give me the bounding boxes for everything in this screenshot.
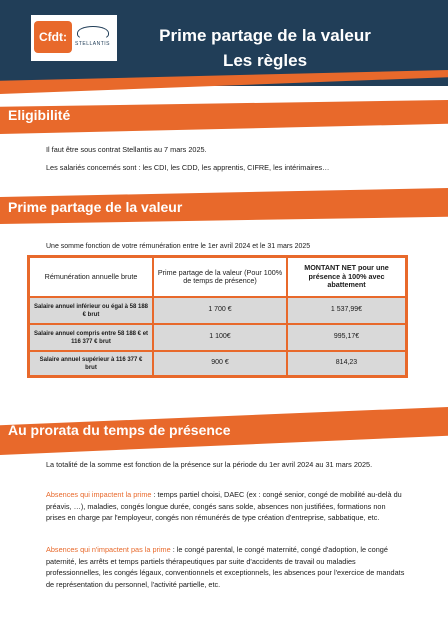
section-title: Au prorata du temps de présence (8, 422, 231, 438)
eligibility-employees-text: Les salariés concernés sont : les CDI, les CDD, les apprentis, CIFRE, les intérimaires… (46, 163, 330, 172)
prime-table (27, 255, 408, 378)
page-subtitle: Les règles (222, 51, 308, 70)
section-title: Prime partage de la valeur (8, 199, 183, 215)
table-row-label: Salaire annuel inférieur ou égal à 58 188 € brut (29, 297, 153, 324)
table-header-remuneration: Rémunération annuelle brute (29, 257, 153, 297)
page-title: Prime partage de la valeur (159, 26, 371, 45)
table-cell-net: 814,23 (287, 351, 406, 376)
absences-not-impacting-text (46, 544, 406, 590)
section-header-prorata (0, 407, 448, 455)
absences-not-impacting-list: : le congé parental, le congé maternité, congé d'adoption, le congé paternité, les arrêts et temps partiels thérapeutiques par suite d'accidents de travail ou maladies professionnelles, les congés légaux, conventionnels et exceptionnels, les absences pour l'exercice de mandats de représentation du personnel, l'activité partielle, etc. (46, 545, 405, 589)
section-header-prime (0, 188, 448, 224)
absences-not-impacting-lead: Absences qui n'impactent pas la prime (46, 545, 171, 554)
table-cell-net: 995,17€ (287, 324, 406, 351)
eligibility-contract-text: Il faut être sous contrat Stellantis au 7 mars 2025. (46, 145, 207, 154)
table-cell-prime: 1 700 € (153, 297, 287, 324)
table-header-net: MONTANT NET pour une présence à 100% avec abattement (287, 257, 406, 297)
table-cell-prime: 900 € (153, 351, 287, 376)
prime-intro-text: Une somme fonction de votre rémunération entre le 1er avril 2024 et le 31 mars 2025 (46, 243, 311, 250)
table-cell-prime: 1 100€ (153, 324, 287, 351)
prorata-intro-text: La totalité de la somme est fonction de la présence sur la période du 1er avril 2024 au 31 mars 2025. (46, 460, 373, 469)
absences-impacting-lead: Absences qui impactent la prime (46, 490, 152, 499)
table-row-label: Salaire annuel compris entre 58 188 € et 116 377 € brut (29, 324, 153, 351)
stellantis-wordmark: STELLANTIS (75, 41, 111, 47)
table-cell-net: 1 537,99€ (287, 297, 406, 324)
table-row-label: Salaire annuel supérieur à 116 377 € brut (29, 351, 153, 376)
cfdt-logo: Cfdt: (34, 21, 72, 53)
absences-impacting-text (46, 489, 406, 524)
table-header-prime: Prime partage de la valeur (Pour 100% de temps de présence) (153, 257, 287, 297)
section-title: Eligibilité (8, 107, 71, 123)
section-header-eligibilite (0, 100, 448, 134)
absences-impacting-list: : temps partiel choisi, DAEC (ex : congé senior, congé de mobilité au-delà du préavis, …), maladies, congés longue durée, congés sans solde, absences non justifiées, formations non prises en charge par l'employeur, congés non rémunérés de type création d'entreprise, sabbatique, etc. (46, 490, 402, 522)
